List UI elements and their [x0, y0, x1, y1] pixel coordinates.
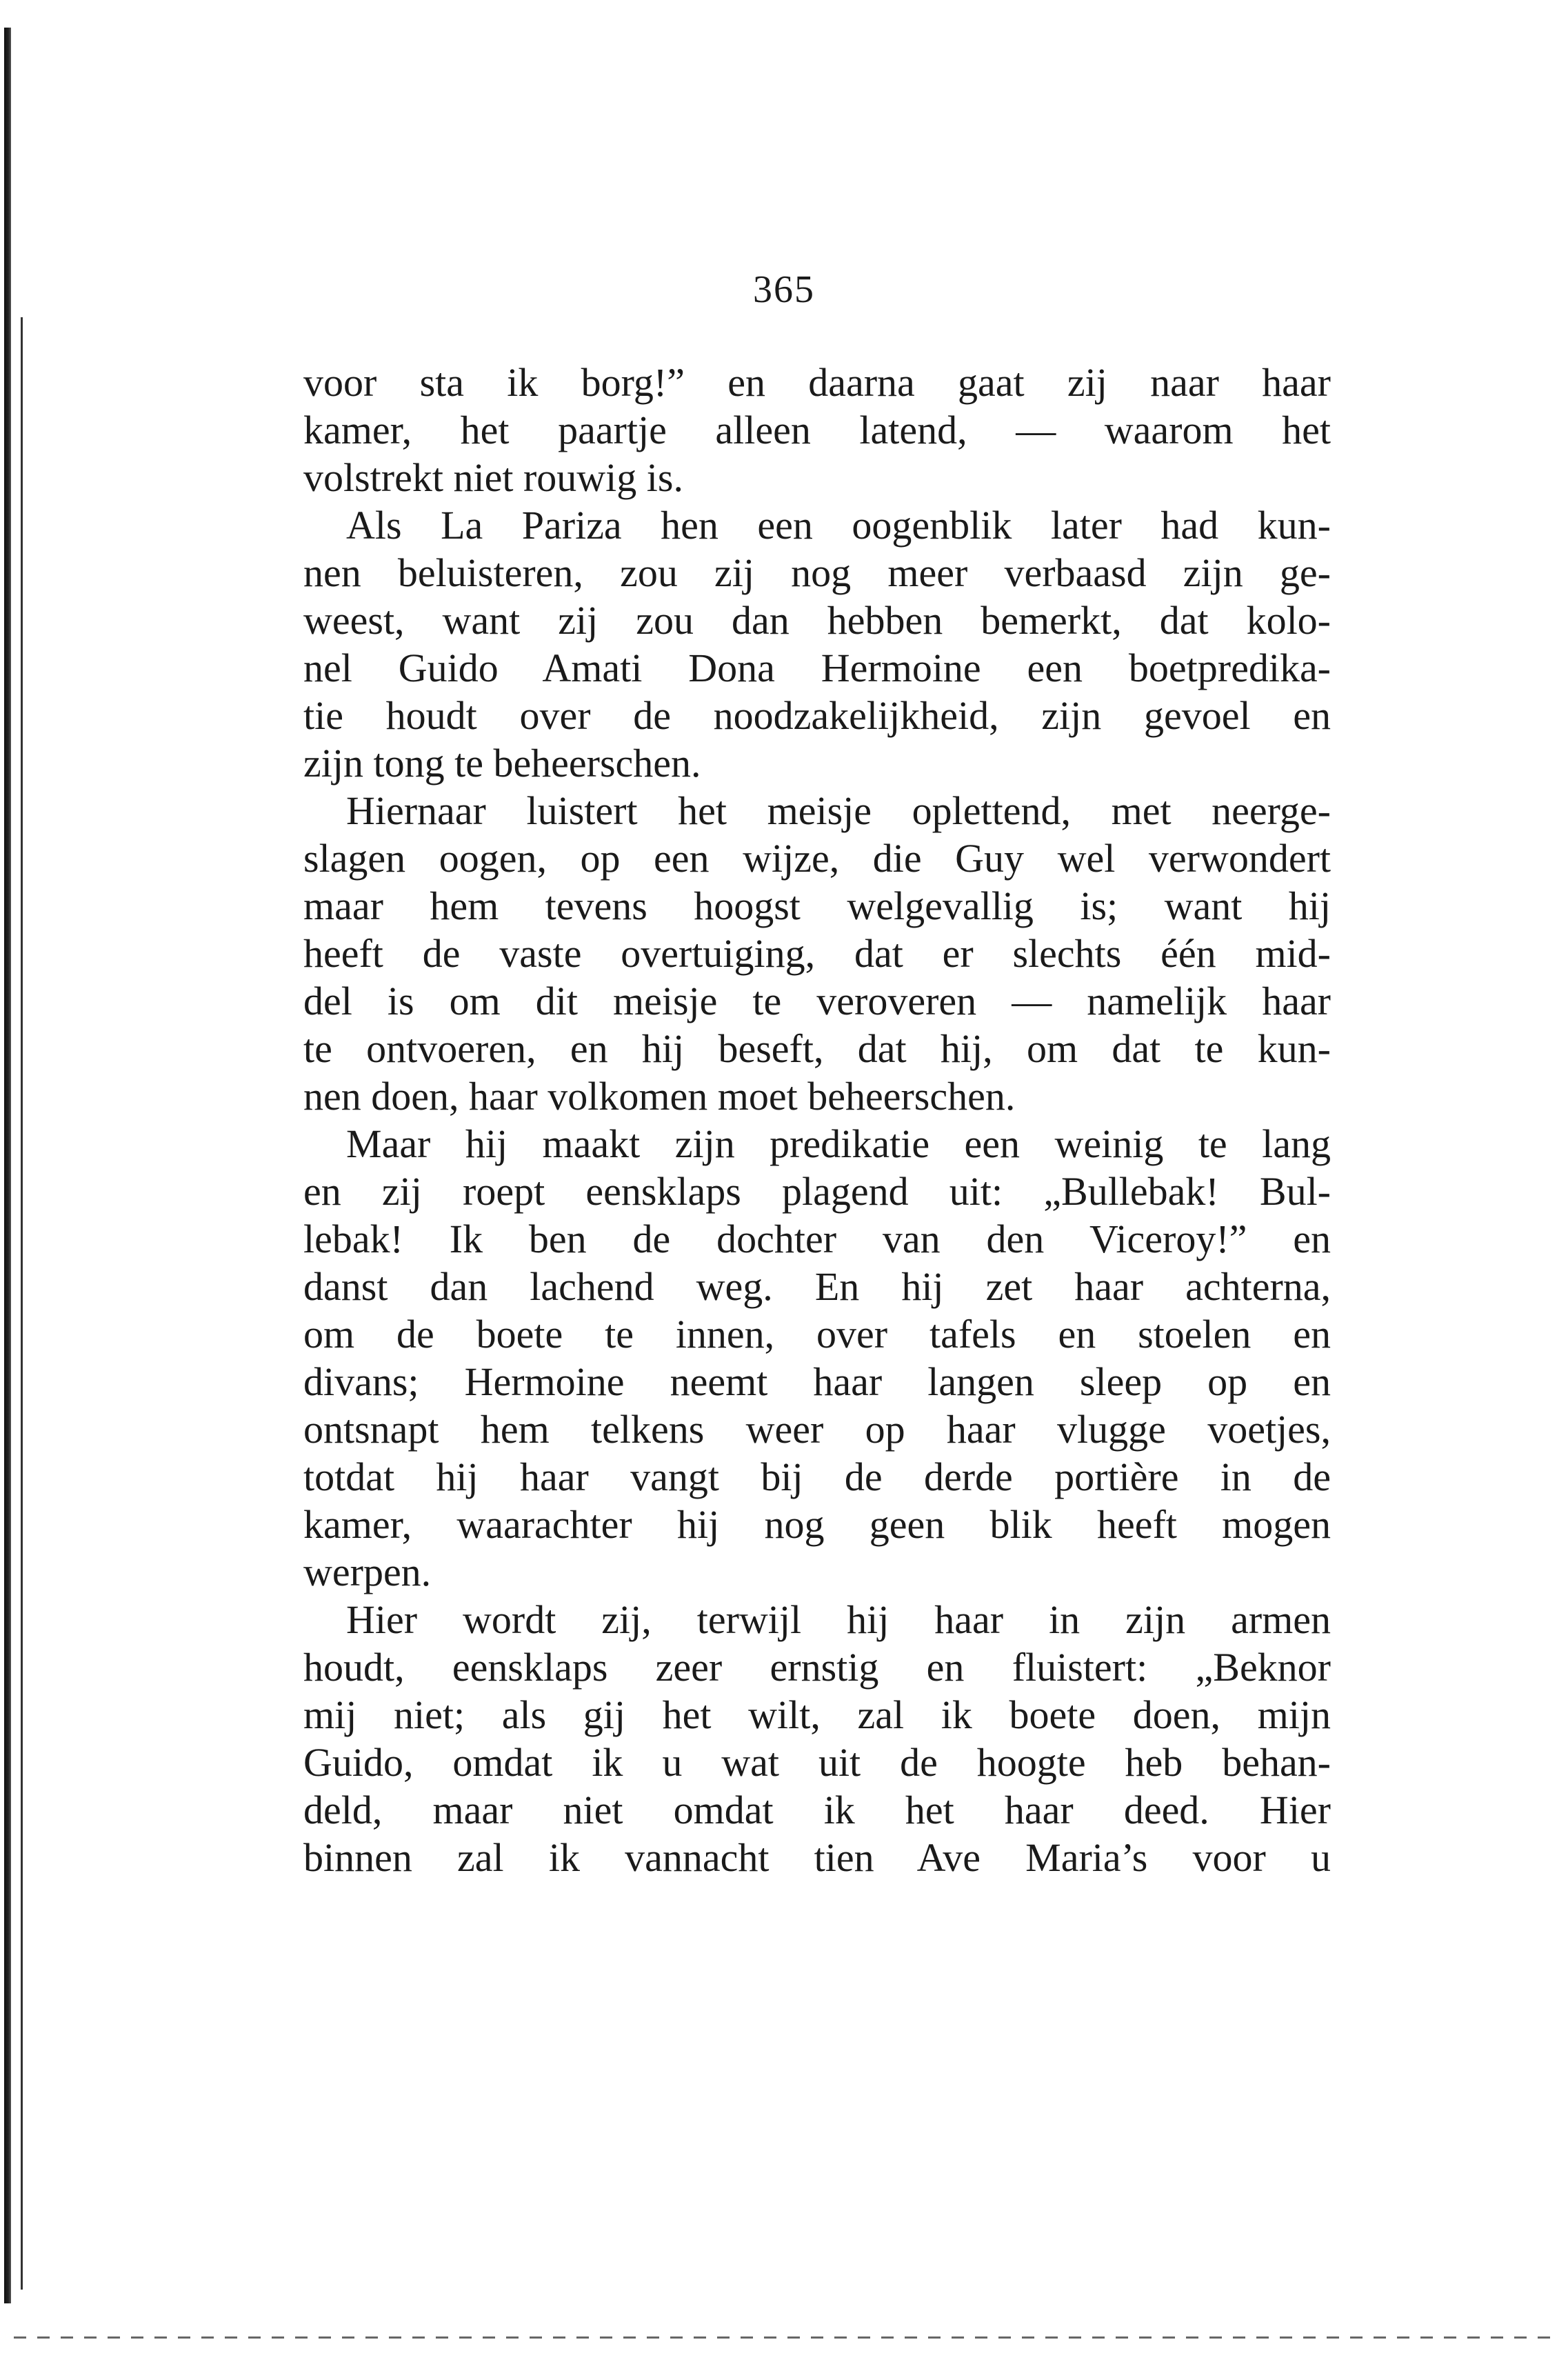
- bottom-scan-edge: [14, 2336, 1551, 2339]
- text-line: volstrekt niet rouwig is.: [303, 455, 683, 500]
- text-line: Maar hij maakt zijn predikatie een weinig te lang: [346, 1121, 1331, 1166]
- body-text: [303, 359, 1331, 1881]
- text-line: maar hem tevens hoogst welgevallig is; want hij: [303, 883, 1331, 928]
- text-line: kamer, het paartje alleen latend, — waarom het: [303, 408, 1331, 452]
- text-line: lebak! Ik ben de dochter van den Viceroy!” en: [303, 1217, 1331, 1261]
- text-line: houdt, eensklaps zeer ernstig en fluistert: „Beknor: [303, 1645, 1331, 1690]
- text-line: en zij roept eensklaps plagend uit: „Bullebak! Bul-: [303, 1169, 1331, 1214]
- text-line: heeft de vaste overtuiging, dat er slechts één mid-: [303, 931, 1331, 976]
- binding-edge-thin: [21, 317, 23, 2290]
- text-line: kamer, waarachter hij nog geen blik heeft mogen: [303, 1502, 1331, 1547]
- text-line: deld, maar niet omdat ik het haar deed. Hier: [303, 1788, 1331, 1832]
- text-line: om de boete te innen, over tafels en stoelen en: [303, 1312, 1331, 1357]
- text-line: slagen oogen, op een wijze, die Guy wel verwondert: [303, 836, 1331, 881]
- text-line: del is om dit meisje te veroveren — namelijk haar: [303, 979, 1331, 1023]
- text-line: ontsnapt hem telkens weer op haar vlugge voetjes,: [303, 1407, 1331, 1452]
- text-line: werpen.: [303, 1550, 432, 1594]
- text-line: nen beluisteren, zou zij nog meer verbaasd zijn ge-: [303, 550, 1331, 595]
- text-line: tie houdt over de noodzakelijkheid, zijn gevoel en: [303, 693, 1331, 738]
- text-line: divans; Hermoine neemt haar langen sleep op en: [303, 1359, 1331, 1404]
- binding-edge: [4, 28, 11, 2303]
- text-line: weest, want zij zou dan hebben bemerkt, dat kolo-: [303, 598, 1331, 643]
- text-line: nel Guido Amati Dona Hermoine een boetpredika-: [303, 645, 1331, 690]
- text-line: danst dan lachend weg. En hij zet haar achterna,: [303, 1264, 1331, 1309]
- text-line: zijn tong te beheerschen.: [303, 741, 701, 785]
- text-line: Hier wordt zij, terwijl hij haar in zijn armen: [346, 1597, 1331, 1642]
- text-line: Hiernaar luistert het meisje oplettend, met neerge-: [346, 788, 1331, 833]
- text-line: Als La Pariza hen een oogenblik later had kun-: [346, 503, 1331, 548]
- text-line: nen doen, haar volkomen moet beheerschen.: [303, 1074, 1016, 1119]
- text-line: Guido, omdat ik u wat uit de hoogte heb behan-: [303, 1740, 1331, 1785]
- text-line: mij niet; als gij het wilt, zal ik boete doen, mijn: [303, 1692, 1331, 1737]
- page-number: 365: [753, 268, 815, 311]
- text-line: totdat hij haar vangt bij de derde portière in de: [303, 1454, 1331, 1499]
- text-line: voor sta ik borg!” en daarna gaat zij naar haar: [303, 360, 1331, 405]
- text-line: te ontvoeren, en hij beseft, dat hij, om dat te kun-: [303, 1026, 1331, 1071]
- text-line: binnen zal ik vannacht tien Ave Maria’s voor u: [303, 1835, 1331, 1880]
